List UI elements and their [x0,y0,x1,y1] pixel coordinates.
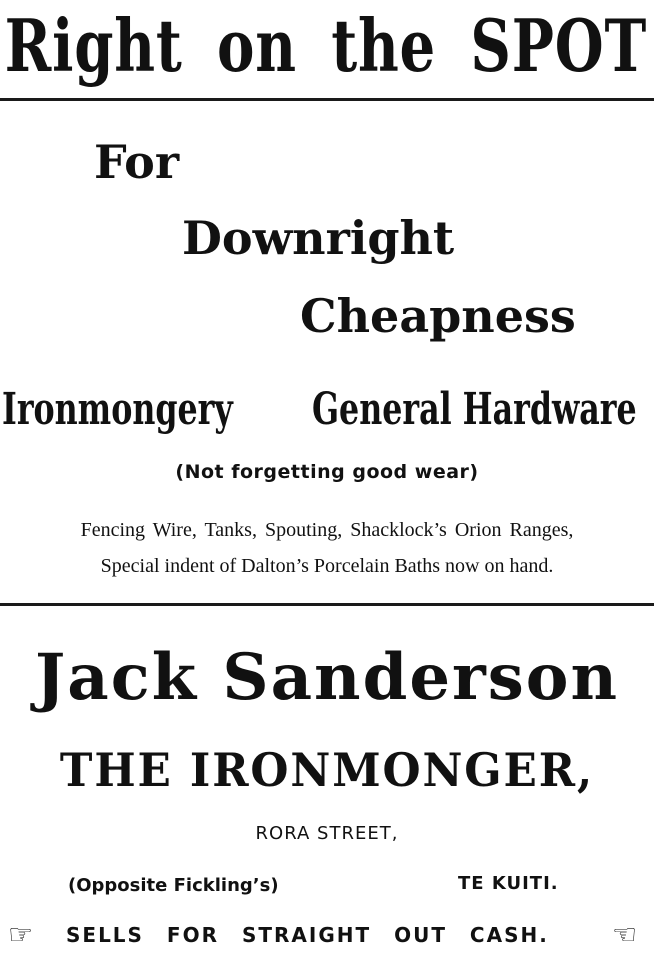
wear-note: (Not forgetting good wear) [175,461,479,483]
headline: Right on the SPOT [4,3,648,88]
top-divider [0,98,654,101]
pointing-hand-right-icon: ☞ [8,918,34,951]
merchant-town: TE KUITI. [458,873,559,894]
category-ironmongery: Ironmongery [2,384,233,435]
merchant-trade: THE IRONMONGER, [59,743,595,797]
category-general-hardware: General Hardware [312,384,637,435]
merchant-street: RORA STREET, [255,823,399,844]
tagline-for: For [94,135,180,189]
merchant-landmark: (Opposite Fickling’s) [68,875,279,896]
pointing-hand-left-icon: ☜ [612,918,638,951]
middle-divider [0,603,654,606]
tagline-downright: Downright [182,211,455,265]
footer-row [0,918,654,952]
footer-slogan: SELLS FOR STRAIGHT OUT CASH. [66,923,549,947]
tagline-cheapness: Cheapness [300,289,576,343]
product-list-line-1: Fencing Wire, Tanks, Spouting, Shacklock’s Orion Ranges, [80,519,574,541]
product-list-line-2: Special indent of Dalton’s Porcelain Baths now on hand. [100,555,554,577]
merchant-name: Jack Sanderson [35,640,619,715]
